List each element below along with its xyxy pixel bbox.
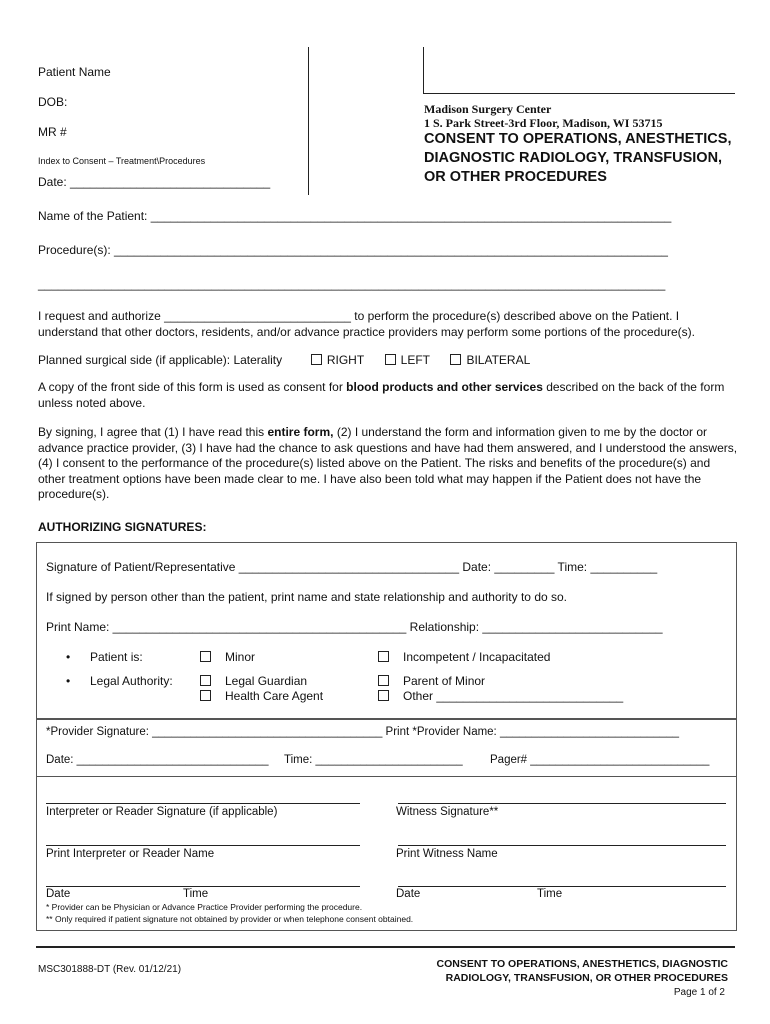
mr-label: MR # (38, 125, 67, 139)
print-witness-label: Print Witness Name (396, 848, 498, 860)
other-option (378, 689, 623, 703)
minor-option (200, 650, 255, 664)
provider-signature-field[interactable]: *Provider Signature: ____________________________________ Print *Provider Name: ____________________________ (46, 726, 680, 738)
page-number: Page 1 of 2 (673, 987, 725, 998)
witness-name-line[interactable] (398, 845, 726, 846)
copy-text-pre: A copy of the front side of this form is used as consent for (38, 380, 347, 394)
time-label-left: Time (183, 888, 209, 900)
facility-address: 1 S. Park Street-3rd Floor, Madison, WI 53715 (424, 116, 663, 130)
bullet-legal-authority: • (66, 674, 71, 688)
copy-text-post: described on the back of the form unless noted above. (38, 380, 725, 410)
interpreter-signature-line[interactable] (46, 803, 360, 804)
form-title-line1: CONSENT TO OPERATIONS, ANESTHETICS, (424, 131, 732, 147)
date-field[interactable]: Date: ______________________________ (38, 175, 271, 189)
print-name-field[interactable]: Print Name: ____________________________________________ Relationship: ___________________________ (46, 620, 663, 634)
minor-label: Minor (225, 650, 256, 664)
label-box-bottom-edge (423, 93, 735, 94)
print-interpreter-label: Print Interpreter or Reader Name (46, 848, 215, 860)
patient-name-label: Patient Name (38, 65, 111, 79)
provider-time-field[interactable]: Time: _______________________ (284, 754, 463, 766)
other-checkbox[interactable] (378, 690, 389, 701)
incompetent-label: Incompetent / Incapacitated (403, 650, 551, 664)
legal-guardian-option (200, 674, 307, 688)
copy-paragraph (38, 380, 738, 411)
interpreter-name-line[interactable] (46, 845, 360, 846)
procedures-field[interactable]: Procedure(s): ___________________________________________________________________________________ (38, 243, 668, 257)
left-checkbox[interactable] (385, 354, 396, 365)
health-care-agent-option (200, 689, 323, 703)
provider-pager-field[interactable]: Pager# ____________________________ (490, 754, 710, 766)
bilateral-label: BILATERAL (466, 353, 531, 367)
surgical-side-row (38, 353, 530, 367)
footnote-witness: ** Only required if patient signature not obtained by provider or when telephone consent obtained. (46, 914, 414, 924)
right-checkbox[interactable] (311, 354, 322, 365)
parent-of-minor-option (378, 674, 485, 688)
form-title-line3: OR OTHER PROCEDURES (424, 169, 607, 185)
time-label-right: Time (537, 888, 563, 900)
patient-signature-field[interactable]: Signature of Patient/Representative _________________________________ Date: _________ Time: __________ (46, 560, 658, 574)
left-label: LEFT (400, 353, 430, 367)
patient-name-field[interactable]: Name of the Patient: ______________________________________________________________________________ (38, 209, 672, 223)
form-number: MSC301888-DT (Rev. 01/12/21) (38, 964, 182, 975)
form-title-line2: DIAGNOSTIC RADIOLOGY, TRANSFUSION, (424, 150, 723, 166)
footer-title-line1: CONSENT TO OPERATIONS, ANESTHETICS, DIAGNOSTIC (436, 958, 728, 970)
agreement-paragraph (38, 425, 738, 503)
legal-guardian-label: Legal Guardian (225, 674, 308, 688)
incompetent-checkbox[interactable] (378, 651, 389, 662)
surgical-side-label: Planned surgical side (if applicable): Laterality (38, 353, 283, 367)
procedures-field-continued[interactable]: ______________________________________________________________________________________________ (38, 277, 666, 291)
interpreter-date-line[interactable] (46, 886, 360, 887)
date-label-left: Date (46, 888, 71, 900)
facility-name: Madison Surgery Center (424, 102, 552, 116)
index-label: Index to Consent – Treatment\Procedures (38, 156, 206, 166)
parent-of-minor-checkbox[interactable] (378, 675, 389, 686)
health-care-agent-label: Health Care Agent (225, 689, 324, 703)
label-box-left-edge (423, 47, 424, 93)
other-label[interactable]: Other ____________________________ (403, 689, 624, 703)
copy-text-bold: blood products and other services (346, 380, 543, 394)
footnote-provider: * Provider can be Physician or Advance Practice Provider performing the procedure. (46, 902, 363, 912)
legal-guardian-checkbox[interactable] (200, 675, 211, 686)
parent-of-minor-label: Parent of Minor (403, 674, 486, 688)
legal-authority-label: Legal Authority: (90, 674, 173, 688)
footer-title-line2: RADIOLOGY, TRANSFUSION, OR OTHER PROCEDURES (445, 972, 728, 984)
provider-date-field[interactable]: Date: ______________________________ (46, 754, 269, 766)
signing-text-bold: entire form, (267, 425, 334, 439)
dob-label: DOB: (38, 95, 68, 109)
witness-date-line[interactable] (398, 886, 726, 887)
date-label-right: Date (396, 888, 421, 900)
right-label: RIGHT (326, 353, 364, 367)
header-divider-left (308, 47, 309, 195)
bullet-patient-is: • (66, 650, 71, 664)
health-care-agent-checkbox[interactable] (200, 690, 211, 701)
interpreter-signature-label: Interpreter or Reader Signature (if applicable) (46, 806, 278, 818)
signing-text-pre: By signing, I agree that (1) I have read this (38, 425, 268, 439)
minor-checkbox[interactable] (200, 651, 211, 662)
witness-signature-label: Witness Signature** (396, 806, 499, 818)
footer-rule (36, 946, 735, 948)
patient-is-label: Patient is: (90, 650, 143, 664)
bilateral-checkbox[interactable] (450, 354, 461, 365)
signing-text-post: (2) I understand the form and information given to me by the doctor or advance practice provider, (3) I have had the chance to ask questions and have had them answered, and I understood the answers, (4) I consent to the performance of the procedure(s) listed above on the Patient. The risks and benefits of the procedure(s) and other treatment options have been made clear to me. I have also been told what may happen if the Patient does not have the procedure(s). (38, 425, 738, 501)
witness-signature-line[interactable] (398, 803, 726, 804)
authorization-paragraph: I request and authorize ____________________________ to perform the procedure(s) described above on the Patient. I understand that other doctors, residents, and/or advance practice providers may perform some portions of the procedure(s). (38, 309, 695, 339)
incompetent-option (378, 650, 550, 664)
other-person-note: If signed by person other than the patient, print name and state relationship and authority to do so. (46, 590, 568, 604)
signatures-heading: AUTHORIZING SIGNATURES: (38, 520, 207, 534)
